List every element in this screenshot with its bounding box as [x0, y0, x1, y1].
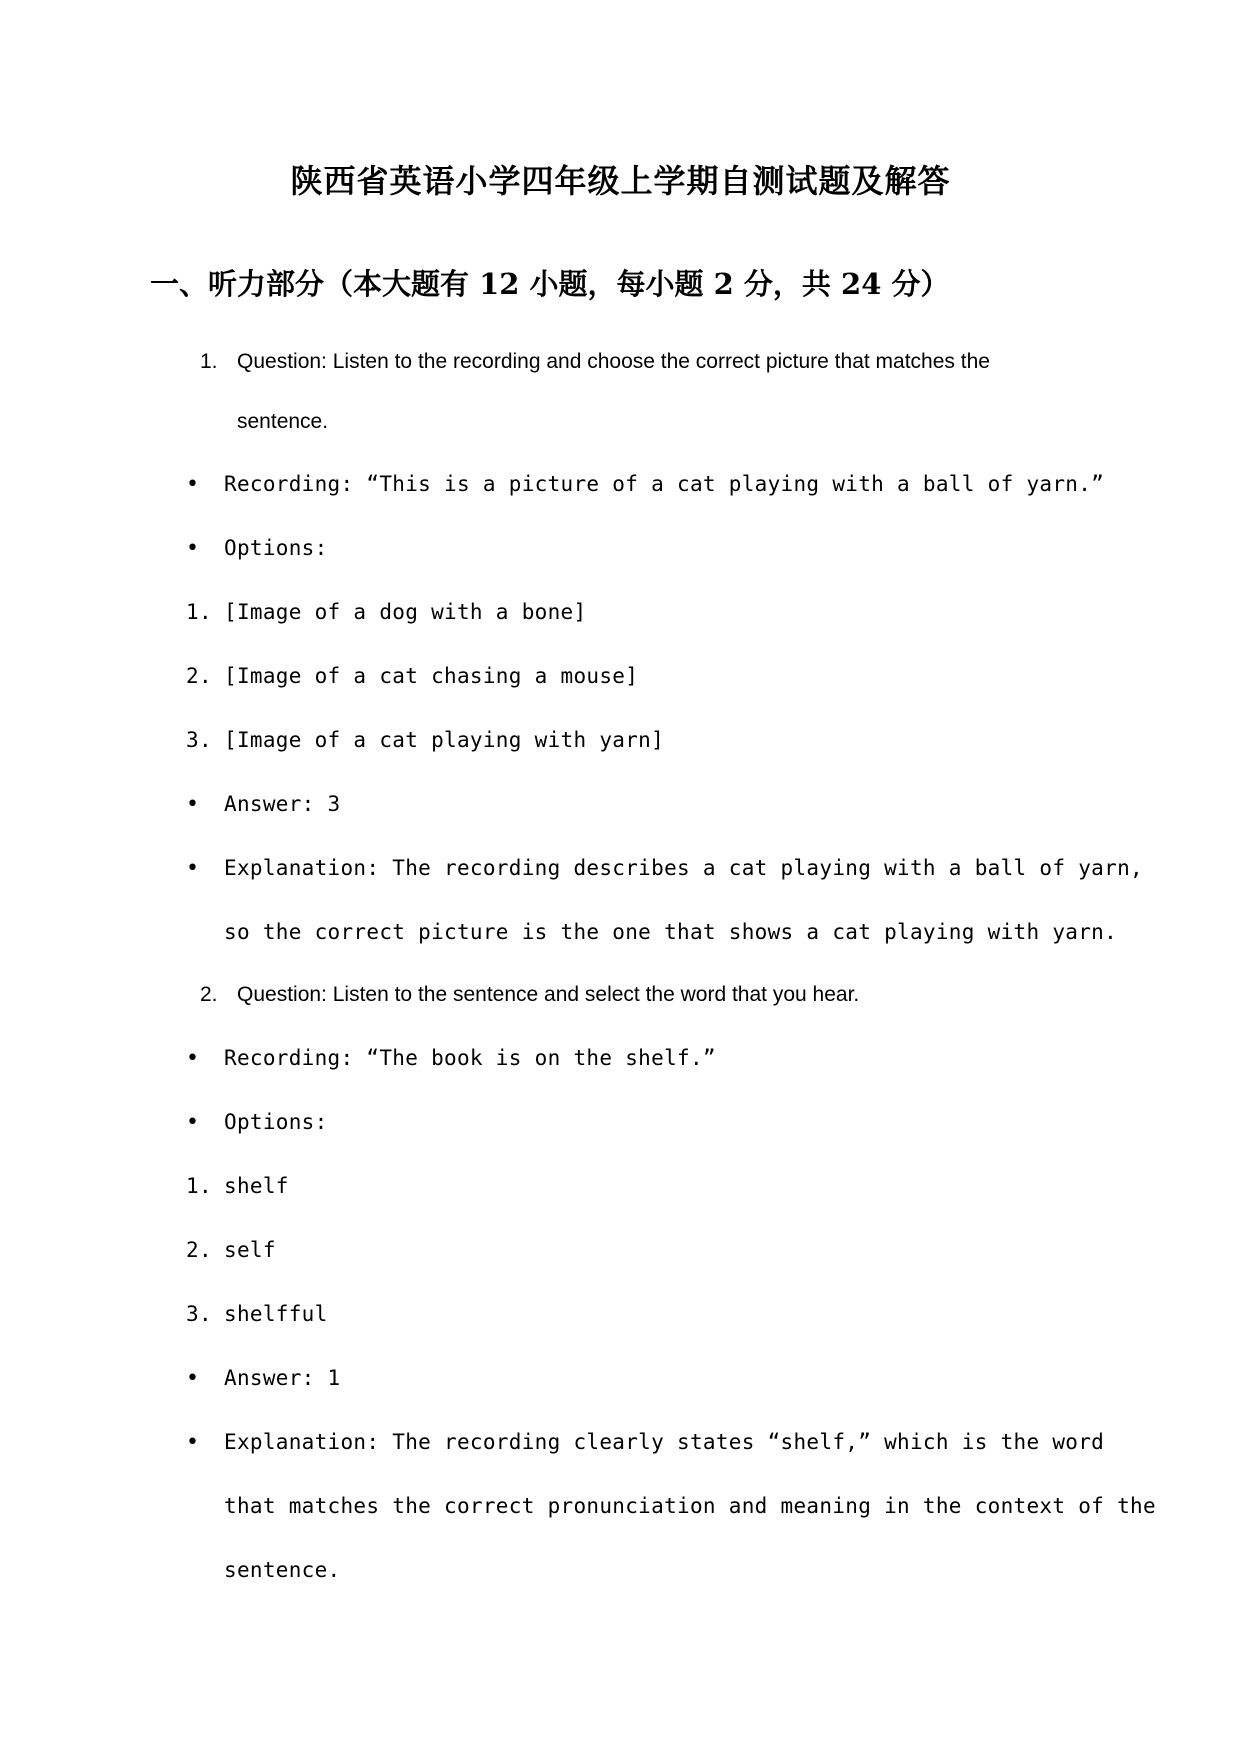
question-1-continued: sentence.: [237, 410, 329, 433]
option-number: 3.: [186, 728, 212, 752]
explanation-text: Explanation: The recording clearly states “shelf,” which is the word: [224, 1430, 1105, 1454]
bullet-icon: [186, 1090, 216, 1155]
bullet-icon: [186, 1346, 216, 1411]
bullet-icon: [186, 1410, 216, 1475]
answer-text: Answer: 1: [224, 1366, 341, 1390]
option-number: 1.: [186, 600, 212, 624]
document-title: 陕西省英语小学四年级上学期自测试题及解答: [290, 162, 951, 200]
question-text: Question: Listen to the recording and choose the correct picture that matches the: [237, 350, 990, 373]
recording-text: Recording: “This is a picture of a cat playing with a ball of yarn.”: [224, 472, 1105, 496]
question-1: [200, 332, 990, 392]
bullet-icon: [186, 516, 216, 581]
option-text: [Image of a cat chasing a mouse]: [224, 664, 639, 688]
explanation-text: sentence.: [224, 1558, 341, 1582]
explanation-text: that matches the correct pronunciation and meaning in the context of the: [224, 1494, 1156, 1518]
option-number: 2.: [186, 1238, 212, 1262]
explanation-text: Explanation: The recording describes a cat playing with a ball of yarn,: [224, 856, 1143, 880]
options-label: Options:: [224, 1110, 328, 1134]
explanation-text: so the correct picture is the one that shows a cat playing with yarn.: [224, 920, 1118, 944]
option-text: self: [224, 1238, 276, 1262]
bullet-icon: [186, 1026, 216, 1091]
recording-text: Recording: “The book is on the shelf.”: [224, 1046, 716, 1070]
question-number: 1.: [200, 350, 218, 373]
bullet-icon: [186, 836, 216, 901]
option-text: [Image of a dog with a bone]: [224, 600, 587, 624]
question-2: [200, 965, 859, 1025]
option-text: shelf: [224, 1174, 289, 1198]
option-number: 3.: [186, 1302, 212, 1326]
answer-text: Answer: 3: [224, 792, 341, 816]
option-text: shelfful: [224, 1302, 328, 1326]
option-number: 2.: [186, 664, 212, 688]
options-label: Options:: [224, 536, 328, 560]
question-text: Question: Listen to the sentence and select the word that you hear.: [237, 983, 860, 1006]
question-number: 2.: [200, 983, 218, 1006]
bullet-icon: [186, 772, 216, 837]
section-heading: 一、听力部分（本大题有 12 小题，每小题 2 分，共 24 分）: [150, 267, 950, 301]
bullet-icon: [186, 452, 216, 517]
option-number: 1.: [186, 1174, 212, 1198]
option-text: [Image of a cat playing with yarn]: [224, 728, 665, 752]
